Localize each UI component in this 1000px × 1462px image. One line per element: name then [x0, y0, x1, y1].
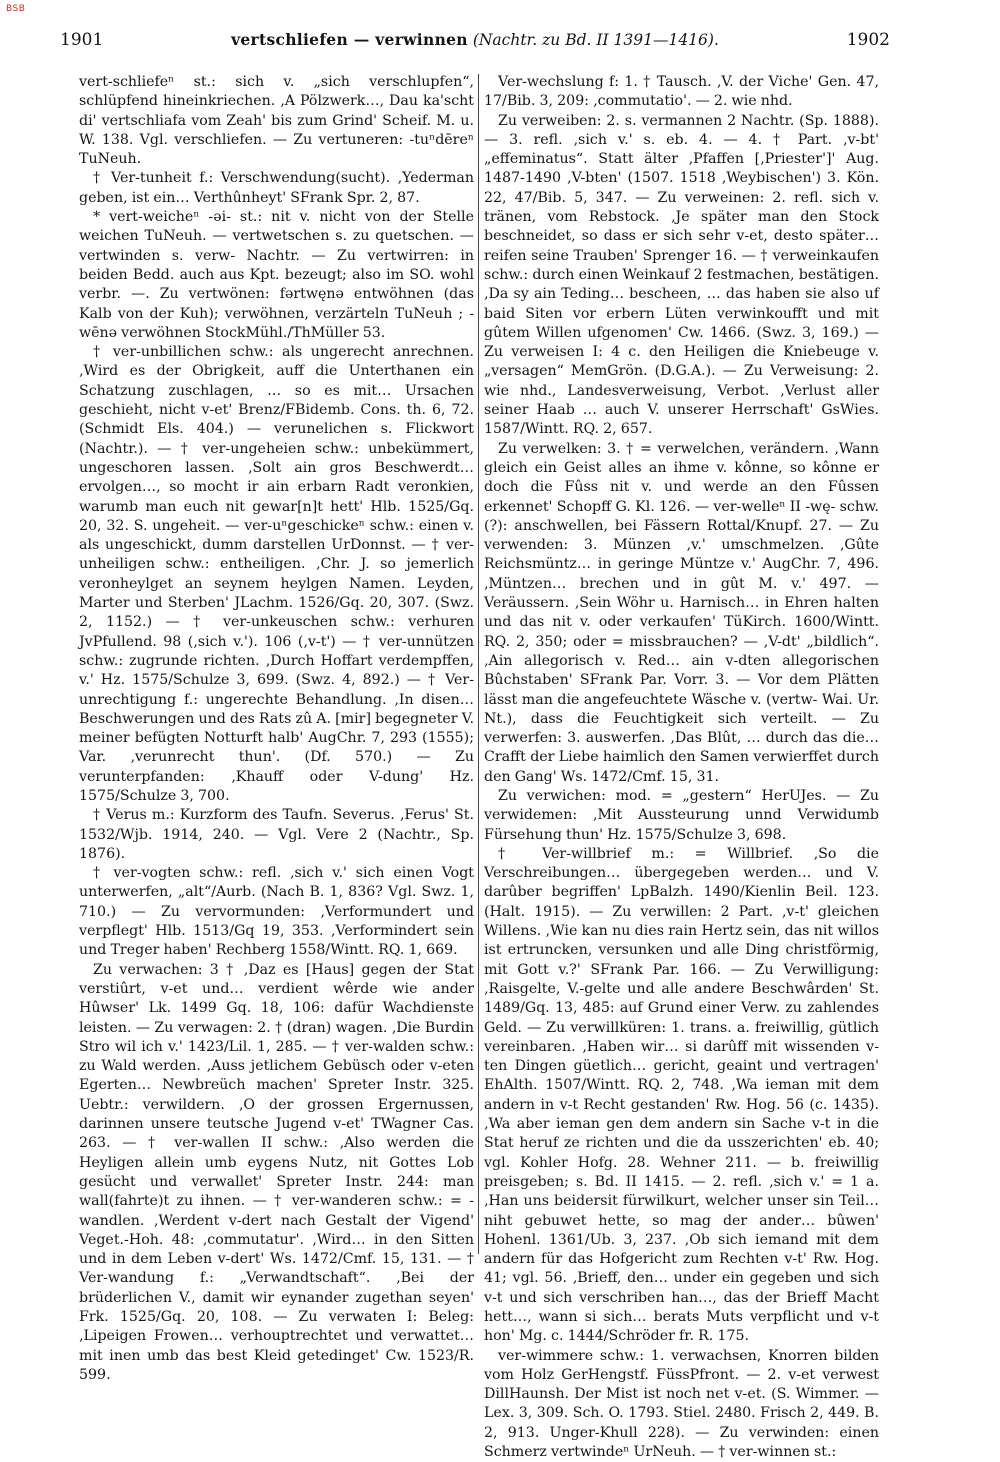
- entry-vertweichen: * vert-weicheⁿ -əi- st.: nit v. nicht von der Stelle weichen TuNeuh. — vertwetschen s. zu quetschen. — vertwinden s. verw- Nachtr. — Zu vertwirren: in beiden Bedd. auch aus Kpt. bezeugt; also im SO. wohl verbr. —. Zu vertwönen: fərtwęnə entwöhnen (das Kalb von der Kuh); verwöhnen, verzärteln TuNeuh ; -wēnə verwöhnen StockMühl./ThMüller 53.: [79, 209, 474, 341]
- running-head-keywords: vertschliefen — verwinnen: [231, 30, 468, 49]
- entry-verwillbrief: † Ver-willbrief m.: = Willbrief. ‚So die Verschreibungen… übergegeben werden… und V. darûber begriffen' LpBalzh. 1490/Kienlin Beil. 123. (Halt. 1915). — Zu verwillen: 2 Part. ‚v-t' gleichen Willens. ‚Wie kan nu dies rain Hertz sein, das nit willos ist ertruncken, versunken und alle Ding christförmig, mit Gott v.?' SFrank Par. 166. — Zu Verwilligung: ‚Raisgelte, V.-gelte und alle andere Beschwârden' St. 1489/Gq. 13, 485: auf Grund einer Verw. zu zahlendes Geld. — Zu verwillküren: 1. trans. a. freiwillig, gütlich vereinbaren. ‚Haben wir… si darûff mit wissenden v-ten Dingen güetlich… gericht, geaint und vertragen' EhAlth. 1507/Wintt. RQ. 2, 748. ‚Wa ieman mit dem andern in v-t Recht gestanden' Rw. Hog. 56 (c. 1435). ‚Wa aber ieman gen dem andern sin Sache v-t in die Stat heruf ze richten und die da usszerichten' eb. 40; vgl. Kohler Hofg. 28. Wehner 211. — b. freiwillig preisgeben; s. Bd. II 1415. — 2. refl. ‚sich v.' = 1 a. ‚Han uns beidersit fürwilkurt, welcher unser sin Teil… niht gebuwet hette, so mag der ander… bûwen' Hohenl. 1361/Ub. 3, 237. ‚Ob sich iemand mit dem andern für das Hofgericht zum Rechten v-t' Rw. Hog. 41; vgl. 56. ‚Brieff, den… under ein gegeben und sich v-t und sich verschriben han…, das der Brieff Macht hett…, wann si sich… berats Muts verpflicht und v-t hon' Mg. c. 1444/Schröder fr. R. 175.: [484, 845, 879, 1345]
- entry-vertunheit: † Ver-tunheit f.: Verschwendung(sucht). ‚Yederman geben, ist ein… Verthûnheyt' SFrank Spr. 2, 87.: [79, 170, 474, 206]
- entry-verwelken: Zu verwelken: 3. † = verwelchen, verändern. ‚Wann gleich ein Geist alles an ihme v. kônne, so kônne er doch die Fûss nit v. und werde an den Fûssen erkennet' Schopff G. Kl. 126. — ver-welleⁿ II -wę- schw. (?): anschwellen, bei Fässern Rottal/Knupf. 27. — Zu verwenden: 3. Münzen ‚v.' umschmelzen. ‚Gûte Reichsmüntz… in geringe Müntze v.' AugChr. 7, 496. ‚Müntzen… brechen und in gût M. v.' 497. — Veräussern. ‚Sein Wöhr u. Harnisch… in Ehren halten und das nit v. oder verkaufen' TüKirch. 1600/Wintt. RQ. 2, 350; oder = missbrauchen? — ‚V-dt' „bildlich“. ‚Ain allegorisch v. Red… ain v-dten allegorischen Bûchstaben' SFrank Par. Vorr. 3. — Vor dem Plätten lässt man die angefeuchtete Wäsche v. (vertw- Wai. Ur. Nt.), dass die Feuchtigkeit sich verteilt. — Zu verwerfen: 3. auswerfen. ‚Das Blût, … durch das die… Crafft der Liebe haimlich den Samen verwierffet durch den Gang' Ws. 1472/Cmf. 15, 31.: [484, 440, 879, 785]
- entry-verweiben: Zu verweiben: 2. s. vermannen 2 Nachtr. (Sp. 1888). — 3. refl. ‚sich v.' s. eb. 4. — 4. † Part. ‚v-bt' „effeminatus“. Statt älter ‚Pfaffen [‚Priester']' Aug. 1487-1490 ‚V-bten' (1507. 1518 ‚Weybischen') 3. Kön. 22, 47/Bib. 5, 347. — Zu verweinen: 2. refl. sich v. tränen, vom Rebstock. ‚Je später man den Stock beschneidet, so dass er sich sehr v-et, desto später… reifen seine Trauben' Sprenger 16. — † verweinkaufen schw.: durch einen Weinkauf 2 festmachen, bestätigen. ‚Da sy ain Teding… bescheen, … das haben sie also uf baid Siten vor erbern Lüten verwinkoufft und mit gûtem Willen ufgenomen' Cw. 1466. (Swz. 3, 169.) — Zu verweisen I: 4 c. den Heiligen die Kniebeuge v. „versagen“ MemGrön. (D.G.A.). — Zu Verweisung: 2. wie nhd., Landesverweisung, Verbot. ‚Verlust aller seiner Haab … auch V. unserer Herrschaft' GsWies. 1587/Wintt. RQ. 2, 657.: [484, 112, 879, 438]
- right-column: [484, 73, 879, 1461]
- page-header: [60, 30, 890, 58]
- entry-verwimmere: ver-wimmere schw.: 1. verwachsen, Knorren bilden vom Holz GerHengstf. FüssPfront. — 2. v-et verwest DillHaunsh. Der Mist ist noch net v-et. (S. Wimmer. — Lex. 3, 309. Sch. O. 1793. Stiel. 2480. Frisch 2, 449. B. 2, 913. Unger-Khull 228). — Zu verwinden: einen Schmerz vertwindeⁿ UrNeuh. — † ver-winnen st.:: [484, 1347, 879, 1461]
- entry-verunbillichen: † ver-unbillichen schw.: als ungerecht anrechnen. ‚Wird es der Obrigkeit, auff die Unterthanen ein Schatzung zuschlagen, … so es mit… Ursachen geschieht, nicht v-et' Brenz/FBidemb. Cons. th. 6, 72. (Schmidt Els. 404.) — verunelichen s. Flickwort (Nachtr.). — † ver-ungeheien schw.: unbekümmert, ungeschoren lassen. ‚Solt ain gros Beschwerdt… ervolgen…, so mocht ir ain erbarn Radt veronkien, warumb man euch nit gewar[n]t hett' Hlb. 1525/Gq. 20, 32. S. ungeheit. — ver-uⁿgeschickeⁿ schw.: einen v. als ungeschickt, dumm darstellen UrDonnst. — † ver-unheiligen schw.: entheiligen. ‚Chr. J. so jemerlich veronheylget an seynem heylgen Namen. Leyden, Marter und Sterben' JLachm. 1526/Gq. 20, 307. (Swz. 2, 1152.) — † ver-unkeuschen schw.: verhuren JvPfullend. 98 (‚sich v.'). 106 (‚v-t') — † ver-unnützen schw.: zugrunde richten. ‚Durch Hoffart verdempffen, v.' Hz. 1575/Schulze 3, 699. (Swz. 4, 892.) — † Ver-unrechtigung f.: ungerechte Behandlung. ‚In disen… Beschwerungen und des Rats zû A. [mir] begegneter V. meiner befügten Notturft halb' AugChr. 7, 293 (1555); Var. ‚verunrecht thun'. (Df. 570.) — Zu verunterpfanden: ‚Khauff oder V-dung' Hz. 1575/Schulze 3, 700.: [79, 344, 474, 804]
- entry-vertschliefen: vert-schliefeⁿ st.: sich v. „sich verschlupfen“, schlüpfend hineinkriechen. ‚A Pölzwerk…, Dau ka'scht di' vertschliafa vom Zeah' bis zum Grind' Scheif. M. u. W. 138. Vgl. verschliefen. — Zu vertuneren: -tuⁿdēreⁿ TuNeuh.: [79, 74, 474, 168]
- running-head: [60, 30, 890, 49]
- library-mark: BSB: [6, 4, 26, 14]
- running-head-reference: (Nachtr. zu Bd. II 1391—1416).: [472, 31, 719, 49]
- left-column: [79, 73, 474, 1383]
- entry-verwachen: Zu verwachen: 3 † ‚Daz es [Haus] gegen der Stat verstiûrt, v-et und… verdient wêrde wie ander Hûwser' Lk. 1499 Gq. 18, 106: dafür Wachdienste leisten. — Zu verwagen: 2. † (dran) wagen. ‚Die Burdin Stro wil ich v.' 1423/Lil. 1, 285. — † ver-walden schw.: zu Wald werden. ‚Auss jetlichem Gebüsch oder v-eten Egerten… Newbreüch machen' Spreter Instr. 325. Uebtr.: verwildern. ‚O der grossen Ergernussen, darinnen unsere teutsche Jugend v-et' TWagner Cas. 263. — † ver-wallen II schw.: ‚Also werden die Heyligen allein umb eygens Nutz, nit Gottes Lob gesücht und verwallet' Spreter Instr. 244: man wall(fahrte)t zu ihnen. — † ver-wanderen schw.: = -wandlen. ‚Werdent v-dert nach Gestalt der Vigend' Veget.-Hoh. 48: ‚commutatur'. ‚Wird… in den Sitten und in dem Leben v-dert' Ws. 1472/Cmf. 15, 131. — † Ver-wandung f.: „Verwandtschaft“. ‚Bei der brüderlichen V., damit wir eynander zugethan seyen' Frk. 1525/Gq. 20, 108. — Zu verwaten I: Beleg: ‚Lipeigen Frowen… verhouptrechtet und verwattet… mit inen umb das best Kleid getedinget' Cw. 1523/R. 599.: [79, 961, 474, 1383]
- entry-verus: † Verus m.: Kurzform des Taufn. Severus. ‚Ferus' St. 1532/Wjb. 1914, 240. — Vgl. Vere 2 (Nachtr., Sp. 1876).: [79, 807, 474, 862]
- page-number-left: 1901: [60, 30, 104, 50]
- column-divider: [478, 74, 479, 1254]
- entry-verwichen: Zu verwichen: mod. = „gestern“ HerUJes. — Zu verwidemen: ‚Mit Aussteurung unnd Verwidumb Fürsehung thun' Hz. 1575/Schulze 3, 698.: [484, 787, 879, 843]
- page-number-right: 1902: [846, 30, 890, 50]
- entry-verwechslung: Ver-wechslung f: 1. † Tausch. ‚V. der Viche' Gen. 47, 17/Bib. 3, 209: ‚commutatio'. — 2. wie nhd.: [484, 74, 879, 110]
- entry-vervogten: † ver-vogten schw.: refl. ‚sich v.' sich einen Vogt unterwerfen, „alt“/Aurb. (Nach B. 1, 836? Vgl. Swz. 1, 710.) — Zu vervormunden: ‚Verformundert und verpflegt' Hlb. 1513/Gq 19, 353. ‚Verformindert sein und Treger haben' Rechberg 1558/Wintt. RQ. 1, 669.: [79, 865, 474, 959]
